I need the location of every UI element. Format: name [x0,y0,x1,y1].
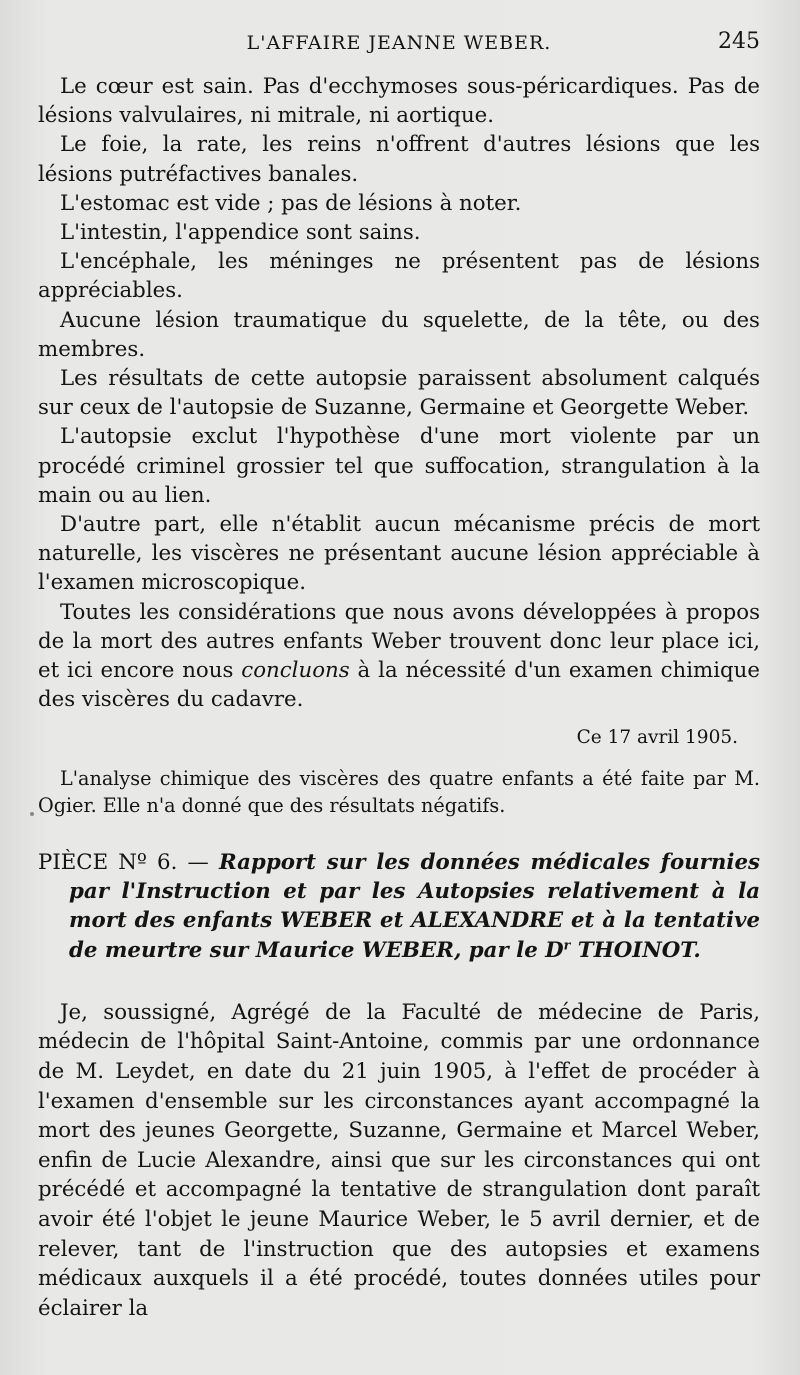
print-speck [30,812,34,816]
paragraph-hypothesis: L'autopsie exclut l'hypothèse d'une mort violente par un procédé criminel grossier tel que suffocation, strangulation à la main ou au lien. [38,424,760,508]
date-line: Ce 17 avril 1905. [576,727,738,749]
piece-title-end: THOINOT. [570,937,701,963]
report-section [38,998,760,1324]
conclusion-text-start: Toutes les considérations que nous avons développées à propos de la mort des autres enfants Weber trouvent donc leur place ici, et ici encore nous [38,599,760,684]
running-header [38,29,760,60]
conclusion-text-end: à la nécessité d'un examen chimique des viscères du cadavre. [38,658,761,713]
piece-title-sup: r [563,937,571,953]
paragraph-conclusion [38,598,760,715]
piece-label: PIÈCE Nº 6. — [38,849,209,875]
page-number: 245 [718,29,760,54]
paragraph-skeleton: Aucune lésion traumatique du squelette, de la tête, ou des membres. [38,307,760,362]
paragraph-heart: Le cœur est sain. Pas d'ecchymoses sous-péricardiques. Pas de lésions valvulaires, ni mitrale, ni aortique. [38,74,760,129]
paragraph-stomach: L'estomac est vide ; pas de lésions à noter. [60,190,522,216]
paragraph-liver: Le foie, la rate, les reins n'offrent d'autres lésions que les lésions putréfactives banales. [38,132,760,187]
piece-title-text: Rapport sur les données médicales fournies par l'Instruction et par les Autopsies relativement à la mort des enfants WEBER et ALEXANDRE et à la tentative de meurtre sur Maurice WEBER, par le D [69,849,760,963]
paragraph-brain: L'encéphale, les méninges ne présentent pas de lésions appréciables. [38,249,760,304]
paragraph-intestine: L'intestin, l'appendice sont sains. [60,220,421,246]
piece-heading [38,848,760,965]
report-paragraph: Je, soussigné, Agrégé de la Faculté de médecine de Paris, médecin de l'hôpital Saint-Antoine, commis par une ordonnance de M. Leydet, en date du 21 juin 1905, à l'effet de procéder à l'examen d'ensemble sur les circonstances ayant accompagné la mort des jeunes Georgette, Suzanne, Germaine et Marcel Weber, enfin de Lucie Alexandre, ainsi que sur les circonstances qui ont précédé et accompagné la tentative de strangulation dont paraît avoir été l'objet le jeune Maurice Weber, le 5 avril dernier, et de relever, tant de l'instruction que des autopsies et examens médicaux auxquels il a été procédé, toutes données utiles pour éclairer la [38,999,760,1321]
conclusion-emphasis: concluons [241,658,350,684]
paragraph-results: Les résultats de cette autopsie paraissent absolument calqués sur ceux de l'autopsie de Suzanne, Germaine et Georgette Weber. [38,366,760,421]
analysis-note: L'analyse chimique des viscères des quatre enfants a été faite par M. Ogier. Elle n'a donné que des résultats négatifs. [38,766,760,817]
page-body [38,72,760,1323]
running-title: L'AFFAIRE JEANNE WEBER. [246,32,552,54]
paragraph-mechanism: D'autre part, elle n'établit aucun mécanisme précis de mort naturelle, les viscères ne présentant aucune lésion appréciable à l'examen microscopique. [38,512,760,596]
